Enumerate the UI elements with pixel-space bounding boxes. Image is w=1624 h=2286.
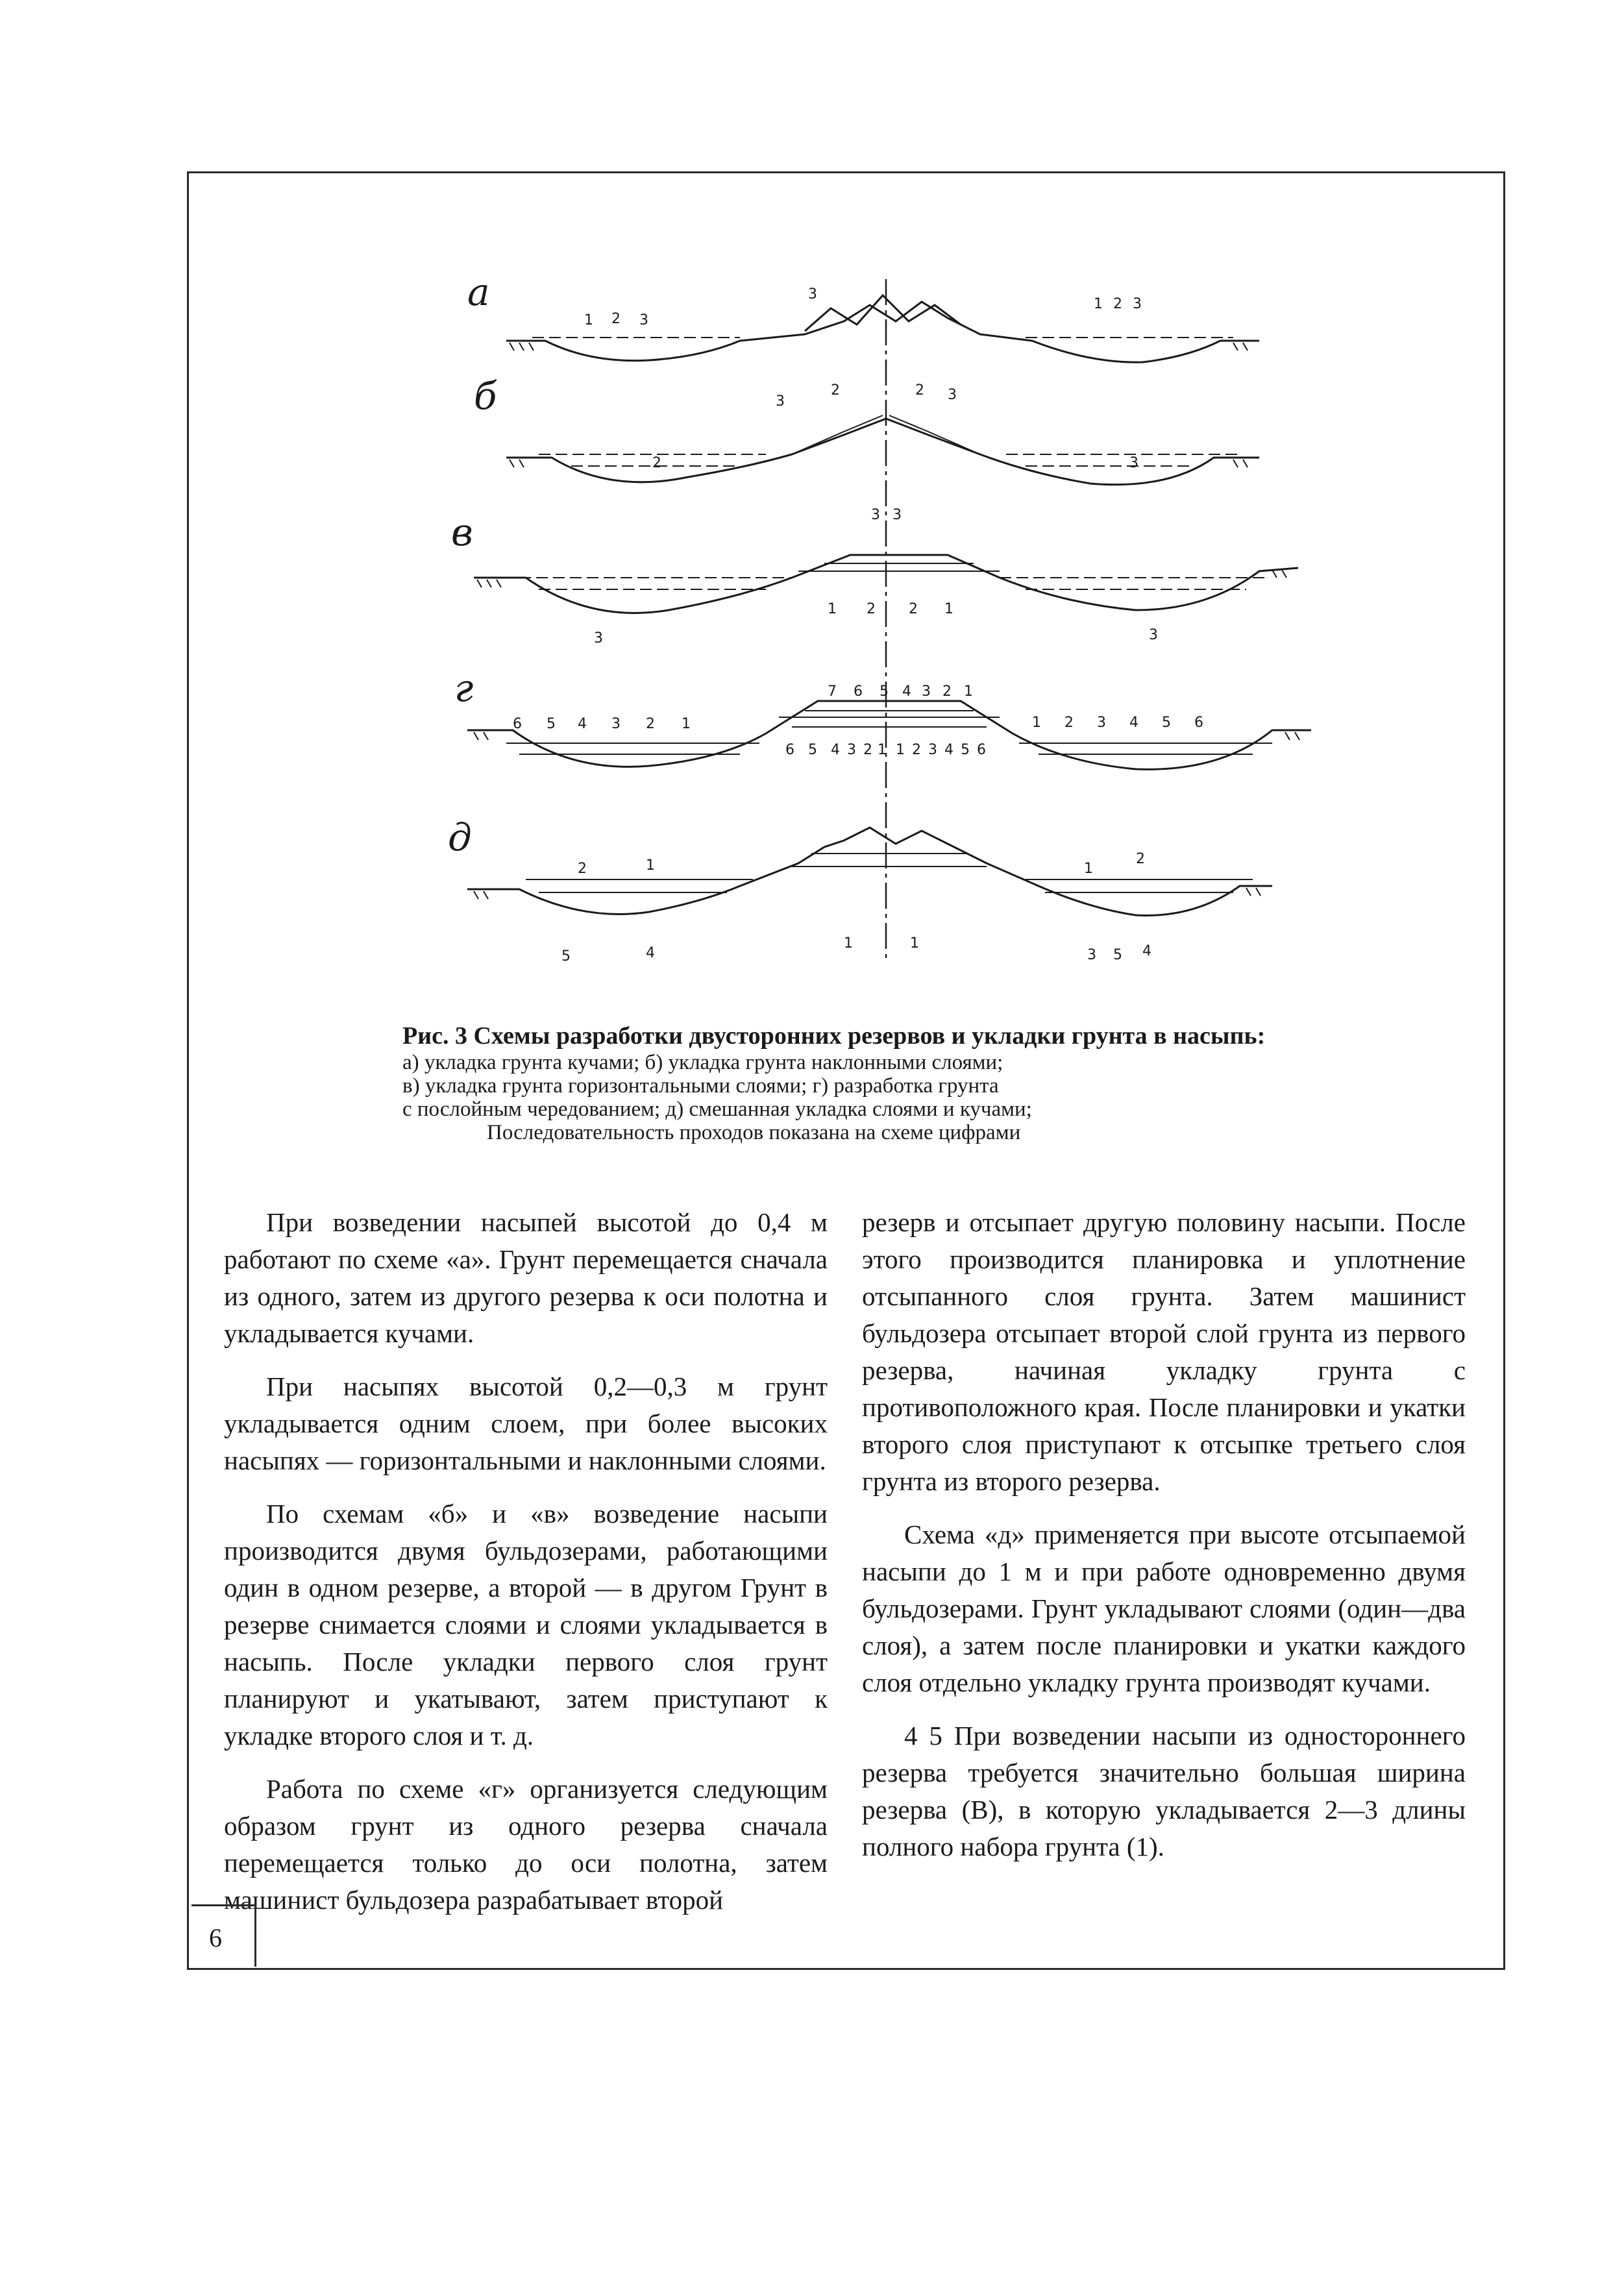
caption-line-4: Последовательность проходов показана на схеме цифрами [487,1121,1021,1144]
num-d-3: 1 [1084,861,1093,877]
num-g-t7: 1 [964,683,973,700]
page-number: 6 [209,1923,222,1952]
num-d-11: 4 [1142,943,1151,959]
paragraph: резерв и отсыпает другую половину насыпи. После этого производится планировка и уплотнение отсыпанного слоя грунта. Затем машинист бульдозера отсыпает второй слой грунта из первого резерва, начиная укладку грунта с противоположного края. После планировки и укатки второго слоя приступают к отсыпке третьего слоя грунта из второго резерва. [862,1207,1466,1496]
num-v-b1: 1 [828,601,837,617]
paragraph: При возведении насыпей высотой до 0,4 м работают по схеме «а». Грунт перемещается сначала из одного, затем из другого резерва к оси полотна и укладывается кучами. [224,1207,828,1348]
left-column [224,1204,828,1935]
figure-embankment-schemes [376,260,1311,987]
num-d-4: 2 [1136,851,1145,867]
num-d-2: 1 [646,857,655,874]
num-a-top: 3 [808,286,817,302]
num-b-5: 2 [652,455,661,471]
num-g-b3: 4 [831,742,840,758]
num-v-b2: 2 [867,601,876,617]
scheme-b [506,415,1259,485]
num-d-6: 1 [910,935,919,952]
num-v-b6: 3 [1149,627,1158,643]
num-a-r1: 1 [1094,296,1103,312]
num-a-l1: 1 [584,312,593,328]
num-g-b5: 2 [863,742,872,758]
paragraph: При насыпях высотой 0,2—0,3 м грунт укладывается одним слоем, при более высоких насыпях — горизонтальными и наклонными слоями. [224,1371,828,1475]
figure-drawing [376,260,1311,987]
num-g-t6: 2 [942,683,952,700]
scheme-d [467,828,1272,915]
num-d-5: 1 [844,935,853,952]
num-g-r4: 4 [1129,715,1138,731]
label-d: д [448,815,472,859]
num-d-8: 4 [646,945,655,961]
num-a-r2: 2 [1113,296,1122,312]
label-v: в [451,510,473,554]
num-g-l1: 6 [513,716,522,732]
num-g-l2: 5 [547,716,556,732]
scheme-a [506,295,1259,362]
num-v-b3: 2 [909,601,918,617]
num-b-2: 2 [831,382,840,399]
num-g-r5: 5 [1162,715,1171,731]
num-g-b6: 1 [878,742,887,758]
num-a-r3: 3 [1133,296,1142,312]
num-d-9: 3 [1087,947,1096,963]
num-a-l2: 2 [611,311,621,327]
figure-caption [402,1022,1337,1144]
scheme-g [467,701,1311,769]
num-d-10: 5 [1113,947,1122,963]
num-g-t4: 4 [902,683,911,700]
paragraph: 4 5 При возведении насыпи из одностороннего резерва требуется значительно большая ширина резерва (В), в которую укладывается 2—3 длины полного набора грунта (1). [862,1721,1466,1862]
num-g-b10: 4 [944,742,953,758]
num-b-6: 3 [1129,455,1138,471]
num-d-1: 2 [578,861,587,877]
num-g-r1: 1 [1032,715,1041,731]
num-b-1: 3 [776,393,785,410]
right-column [862,1204,1466,1882]
num-v-b5: 3 [594,630,603,646]
num-g-r2: 2 [1064,715,1074,731]
caption-line-2: в) укладка грунта горизонтальными слоями; г) разработка грунта [402,1074,999,1098]
caption-line-3: с послойным чередованием; д) смешанная укладка слоями и кучами; [402,1098,1032,1121]
num-g-l4: 3 [611,716,621,732]
num-b-4: 3 [948,387,957,403]
num-g-b11: 5 [961,742,970,758]
num-g-l3: 4 [578,716,587,732]
num-a-l3: 3 [639,312,648,328]
num-g-b7: 1 [896,742,905,758]
caption-line-1: а) укладка грунта кучами; б) укладка грунта наклонными слоями; [402,1051,1003,1074]
page-number-box [191,1904,256,1967]
num-v-t1: 3 [871,507,880,523]
num-g-b9: 3 [928,742,937,758]
caption-title: Рис. 3 Схемы разработки двусторонних резервов и укладки грунта в насыпь: [402,1022,1266,1050]
num-g-t1: 7 [828,683,837,700]
num-g-r6: 6 [1194,715,1203,731]
paragraph: Схема «д» применяется при высоте отсыпаемой насыпи до 1 м и при работе одновременно двумя бульдозерами. Грунт укладывают слоями (один—два слоя), а затем после планировки и укатки каждого слоя отдельно укладку грунта производят кучами. [862,1519,1466,1697]
num-g-b8: 2 [912,742,921,758]
label-g: г [454,666,474,710]
num-g-l5: 2 [646,716,655,732]
num-g-t5: 3 [922,683,931,700]
num-b-3: 2 [915,382,924,399]
num-v-t2: 3 [892,507,902,523]
num-v-b4: 1 [944,601,953,617]
label-a: а [467,270,490,314]
label-b: б [474,374,497,418]
paragraph: По схемам «б» и «в» возведение насыпи производится двумя бульдозерами, работающими один в одном резерве, а второй — в другом Грунт в резерве снимается слоями и слоями укладывается в насыпь. После укладки первого слоя грунт планируют и укатывают, затем приступают к укладке второго слоя и т. д. [224,1499,828,1751]
paragraph: Работа по схеме «г» организуется следующим образом грунт из одного резерва сначала перемещается только до оси полотна, затем машинист бульдозера разрабатывает второй [224,1774,828,1915]
num-d-7: 5 [561,948,571,965]
num-g-b2: 5 [808,742,817,758]
num-g-l6: 1 [682,716,691,732]
num-g-b1: 6 [785,742,794,758]
num-g-b4: 3 [847,742,856,758]
num-g-r3: 3 [1097,715,1106,731]
num-g-b12: 6 [977,742,986,758]
num-g-t3: 5 [880,683,889,700]
num-g-t2: 6 [854,683,863,700]
